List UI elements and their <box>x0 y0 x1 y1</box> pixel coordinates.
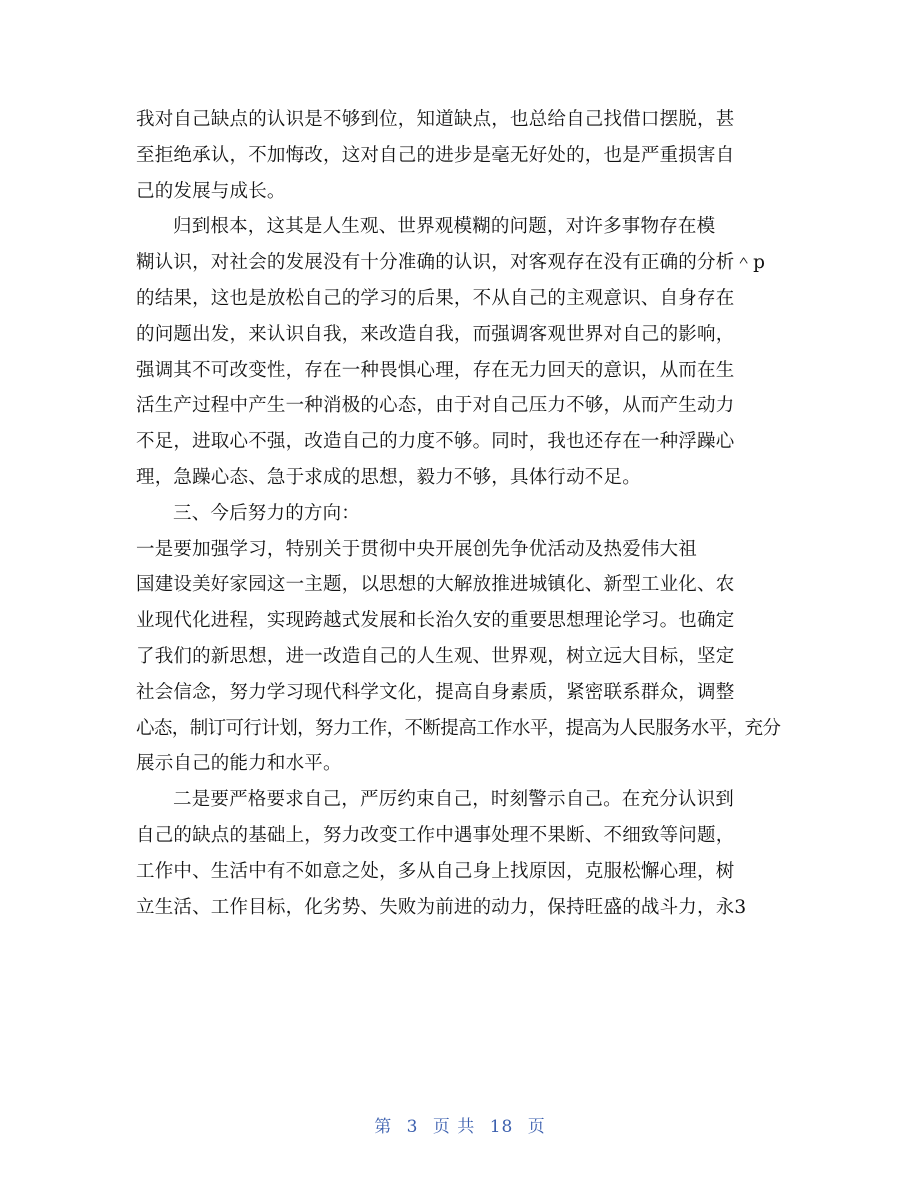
text-line: 理，急躁心态、急于求成的思想，毅力不够，具体行动不足。 <box>136 466 641 488</box>
current-page-number: 3 <box>406 1117 419 1137</box>
text-line: 自己的缺点的基础上，努力改变工作中遇事处理不果断、不细致等问题， <box>136 824 735 846</box>
text-line: 强调其不可改变性，存在一种畏惧心理，存在无力回天的意识，从而在生 <box>136 359 735 381</box>
footer-suffix: 页 <box>527 1117 546 1137</box>
text-line: 的问题出发，来认识自我，来改造自我，而强调客观世界对自己的影响， <box>136 323 735 345</box>
text-line: 糊认识，对社会的发展没有十分准确的认识，对客观存在没有正确的分析＾p <box>136 252 766 274</box>
text-line: 的结果，这也是放松自己的学习的后果，不从自己的主观意识、自身存在 <box>136 287 735 309</box>
text-line: 展示自己的能力和水平。 <box>136 753 342 775</box>
text-line: 己的发展与成长。 <box>136 180 286 202</box>
text-line: 活生产过程中产生一种消极的心态，由于对自己压力不够，从而产生动力 <box>136 395 735 417</box>
section-heading: 三、今后努力的方向： <box>173 502 361 524</box>
document-body <box>136 102 781 925</box>
paragraph-start-line: 归到根本，这其是人生观、世界观模糊的问题，对许多事物存在模 <box>173 216 716 238</box>
text-line: 不足，进取心不强，改造自己的力度不够。同时，我也还存在一种浮躁心 <box>136 431 735 453</box>
text-line: 国建设美好家园这一主题，以思想的大解放推进城镇化、新型工业化、农 <box>136 574 735 596</box>
text-line: 我对自己缺点的认识是不够到位，知道缺点，也总给自己找借口摆脱，甚 <box>136 109 735 130</box>
text-line: 立生活、工作目标，化劣势、失败为前进的动力，保持旺盛的战斗力，永3 <box>136 896 747 918</box>
footer-prefix: 第 <box>374 1117 393 1137</box>
page-footer <box>0 1112 920 1137</box>
paragraph-start-line: 二是要严格要求自己，严厉约束自己，时刻警示自己。在充分认识到 <box>173 789 735 811</box>
text-line: 社会信念，努力学习现代科学文化，提高自身素质，紧密联系群众，调整 <box>136 681 735 703</box>
text-line: 业现代化进程，实现跨越式发展和长治久安的重要思想理论学习。也确定 <box>136 610 735 632</box>
text-line: 了我们的新思想，进一改造自己的人生观、世界观，树立远大目标，坚定 <box>136 645 735 667</box>
text-line: 一是要加强学习，特别关于贯彻中央开展创先争优活动及热爱伟大祖 <box>136 538 698 560</box>
text-line: 心态，制订可行计划，努力工作，不断提高工作水平，提高为人民服务水平，充分 <box>136 717 781 739</box>
text-line: 至拒绝承认，不加悔改，这对自己的进步是毫无好处的，也是严重损害自 <box>136 144 735 166</box>
total-page-count: 18 <box>489 1117 514 1137</box>
text-line: 工作中、生活中有不如意之处，多从自己身上找原因，克服松懈心理，树 <box>136 860 735 882</box>
footer-middle: 页 共 <box>432 1117 476 1137</box>
